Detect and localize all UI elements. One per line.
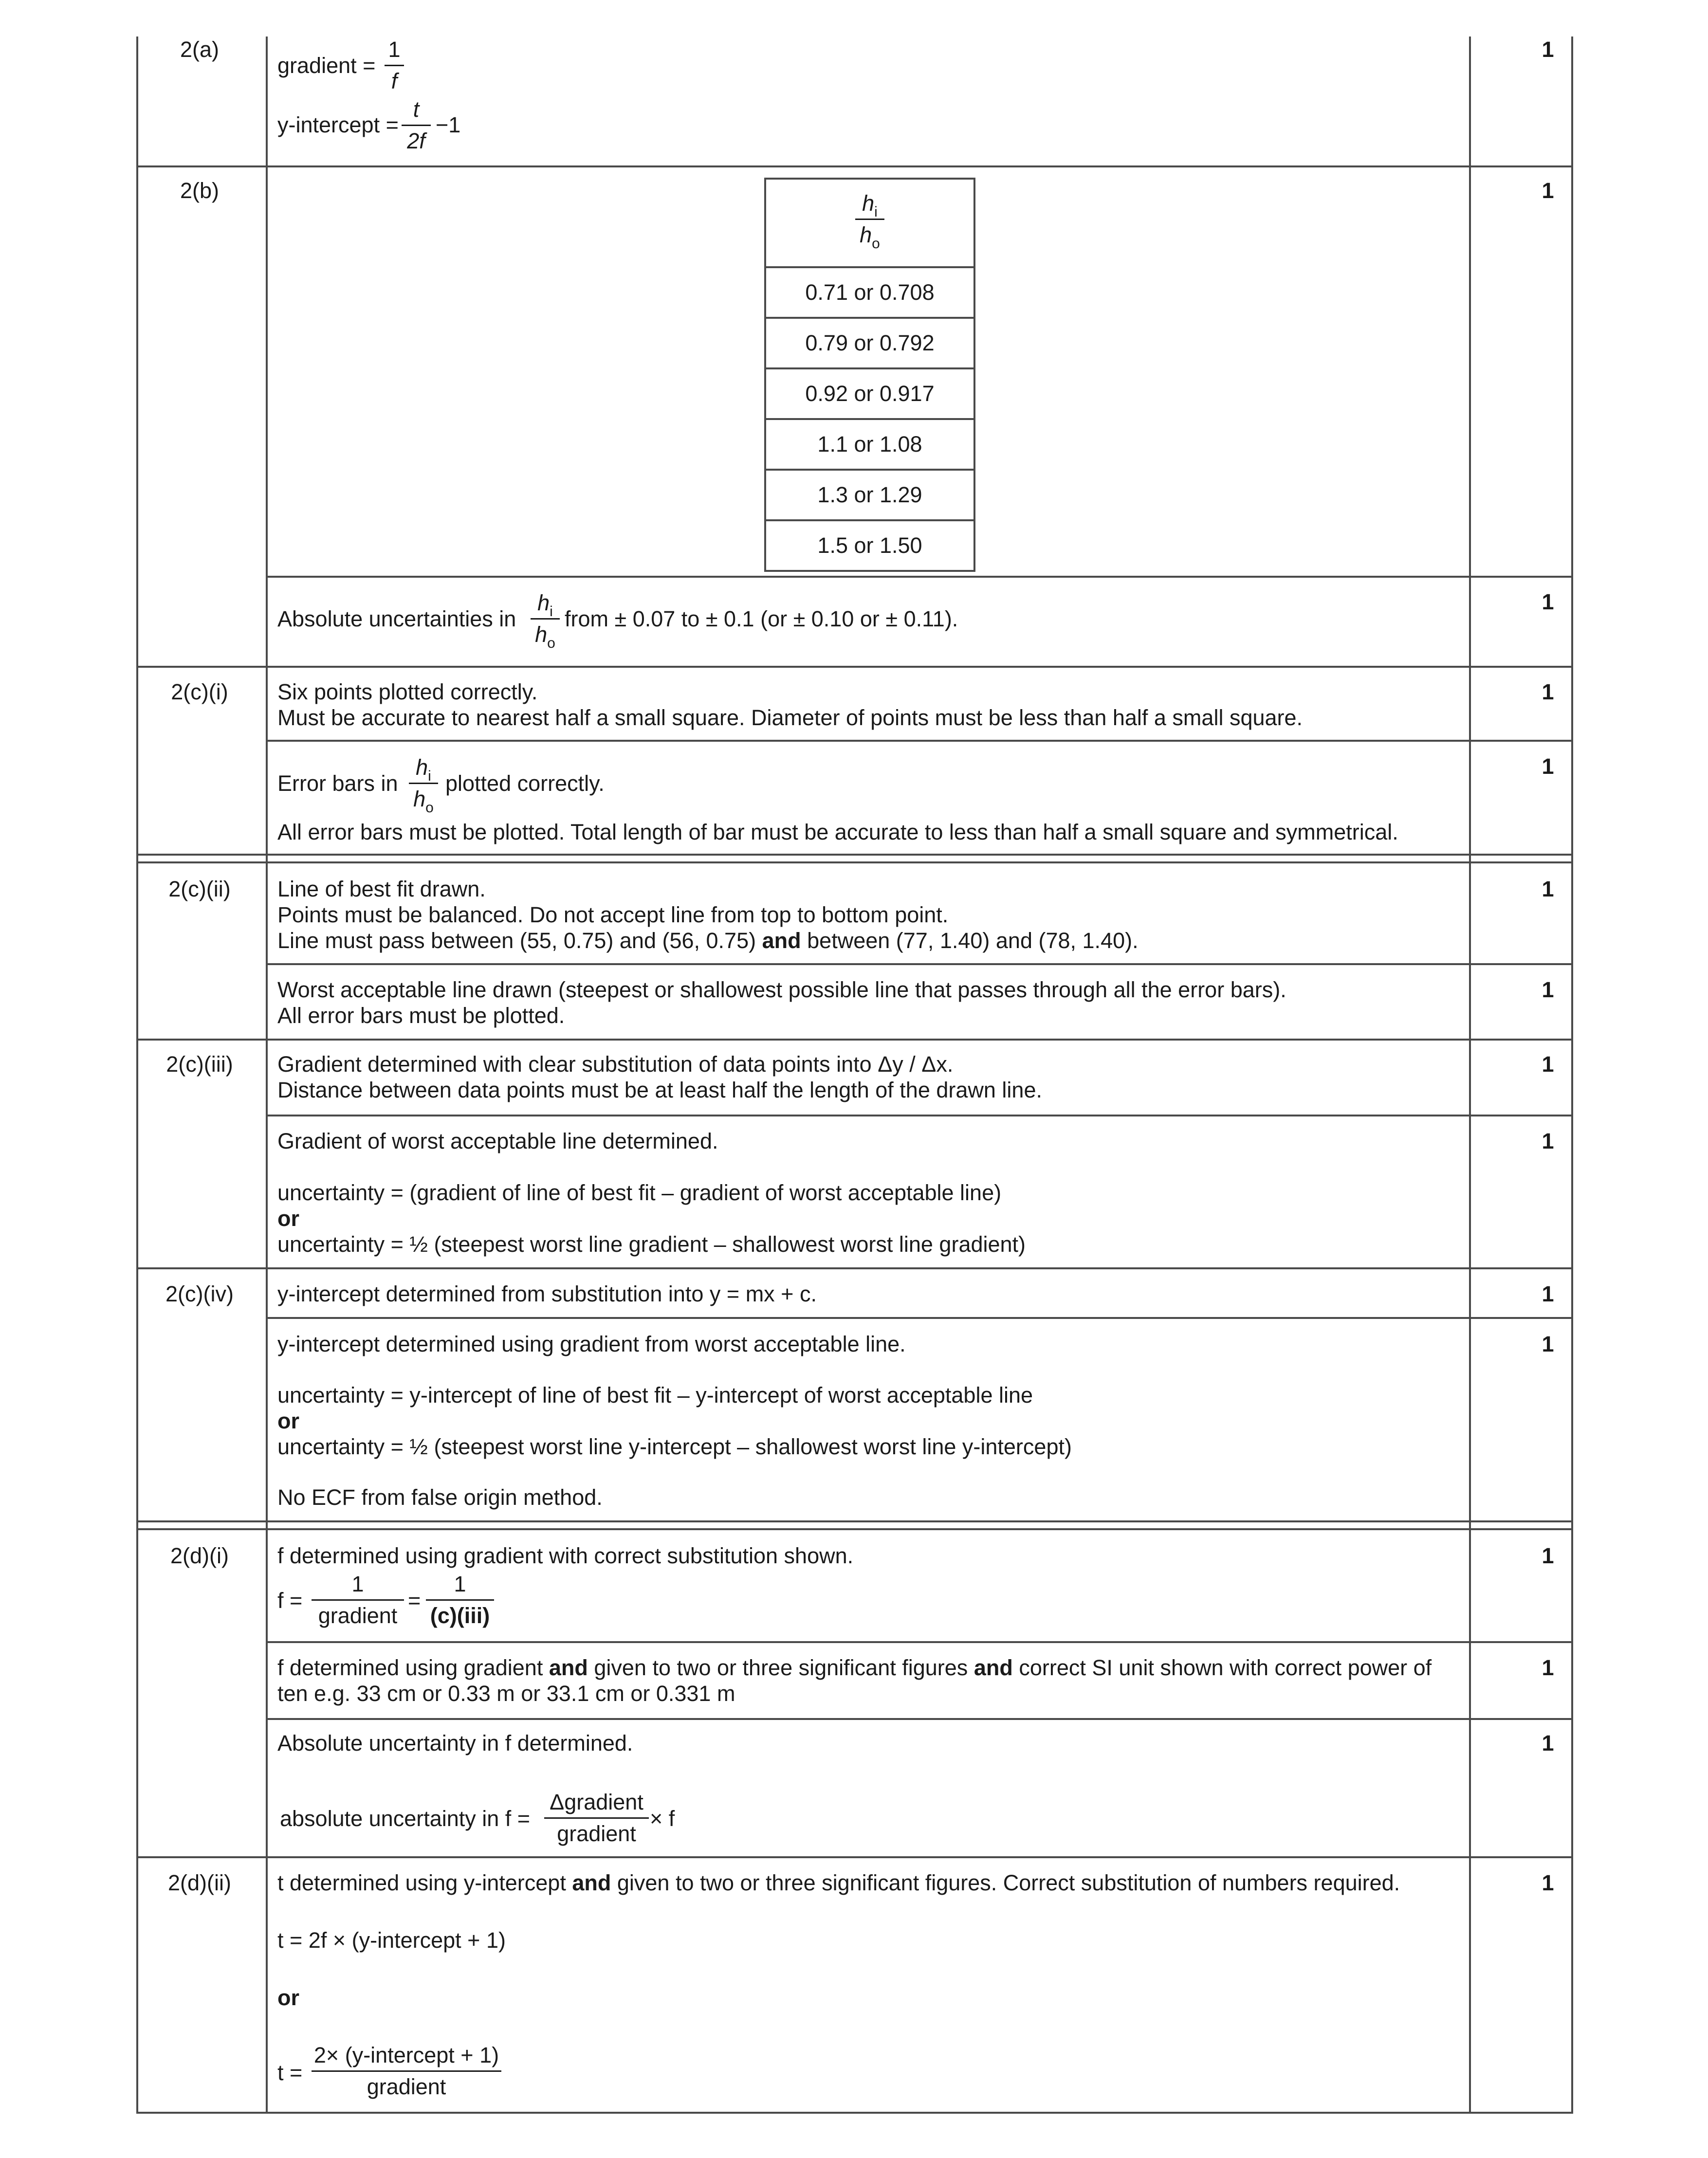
subrow-divider — [266, 963, 1573, 965]
fraction-denominator: h — [535, 622, 548, 647]
subrow-divider — [266, 1718, 1573, 1720]
f-fraction-1 — [312, 1571, 404, 1629]
fraction-denominator: (c)(iii) — [430, 1603, 490, 1628]
y-intercept-fraction — [402, 96, 431, 154]
f-equation-lhs: f = — [277, 1588, 303, 1613]
mark: 1 — [1542, 1731, 1554, 1756]
abs-uncertainty-text-pre: Absolute uncertainties in — [277, 606, 516, 631]
row-divider-double-top — [136, 1520, 1573, 1522]
question-number: 2(a) — [180, 37, 220, 62]
text-line: Gradient of worst acceptable line determined. — [277, 1129, 718, 1153]
subrow-divider — [266, 1641, 1573, 1643]
question-number: 2(c)(ii) — [168, 877, 231, 901]
gradient-fraction — [385, 37, 404, 94]
fraction-bar — [426, 1599, 494, 1601]
ratio-fraction-inline — [531, 590, 560, 651]
fraction-bar — [544, 1817, 649, 1819]
table-row: 1.3 or 1.29 — [766, 469, 973, 519]
mark: 1 — [1542, 37, 1554, 62]
text-line: f determined using gradient with correct substitution shown. — [277, 1543, 854, 1568]
text-line: y-intercept determined from substitution into y = mx + c. — [277, 1281, 817, 1306]
or-label: or — [277, 1206, 299, 1231]
mark: 1 — [1542, 589, 1554, 614]
fraction-numerator: 1 — [351, 1572, 364, 1596]
subscript: o — [425, 800, 434, 816]
ratio-table — [764, 178, 975, 572]
qnum-column-divider — [266, 37, 268, 2114]
equals-sign: = — [408, 1588, 421, 1613]
mark: 1 — [1542, 1870, 1554, 1895]
mark: 1 — [1542, 178, 1554, 203]
fraction-denominator: h — [413, 786, 426, 811]
or-label: or — [277, 1408, 299, 1433]
question-number: 2(b) — [180, 178, 220, 203]
equation-line: t = 2f × (y-intercept + 1) — [277, 1928, 506, 1953]
text-line: uncertainty = (gradient of line of best fit – gradient of worst acceptable line) — [277, 1180, 1002, 1205]
fraction-bar — [402, 125, 431, 126]
mark: 1 — [1542, 679, 1554, 704]
marks-column-divider — [1469, 37, 1471, 2114]
table-right-border — [1571, 37, 1573, 2114]
fraction-bar — [312, 2070, 501, 2072]
text-line: All error bars must be plotted. Total length of bar must be accurate to less than half a small square and symmetrical. — [277, 820, 1398, 844]
f-fraction-2 — [426, 1571, 494, 1629]
fraction-bar — [409, 783, 438, 784]
text-line: Absolute uncertainty in f determined. — [277, 1731, 633, 1756]
text-line: y-intercept determined using gradient from worst acceptable line. — [277, 1332, 906, 1356]
subscript: i — [550, 604, 553, 620]
mark: 1 — [1542, 877, 1554, 901]
fraction-denominator: gradient — [557, 1821, 636, 1846]
or-label: or — [277, 1985, 299, 2010]
row-divider-double-bottom — [136, 1528, 1573, 1530]
text-line: Line of best fit drawn. — [277, 877, 486, 901]
question-number: 2(d)(i) — [170, 1543, 229, 1568]
question-number: 2(d)(ii) — [168, 1870, 231, 1895]
question-number: 2(c)(i) — [171, 679, 228, 704]
subrow-divider — [266, 1115, 1573, 1116]
text-line: Gradient determined with clear substitution of data points into Δy / Δx. — [277, 1052, 954, 1077]
fraction-denominator: 2f — [407, 128, 425, 153]
row-divider — [136, 1267, 1573, 1269]
question-number: 2(c)(iv) — [165, 1281, 234, 1306]
row-divider-double-top — [136, 854, 1573, 856]
table-row: 1.5 or 1.50 — [766, 519, 973, 570]
mark: 1 — [1542, 1332, 1554, 1356]
text-line: f determined using gradient and given to two or three significant figures and correct SI unit shown with correct power of — [277, 1655, 1432, 1680]
y-intercept-tail: −1 — [436, 112, 461, 137]
fraction-numerator: h — [416, 755, 428, 780]
ratio-table-header — [766, 180, 973, 266]
text-line: uncertainty = ½ (steepest worst line gradient – shallowest worst line gradient) — [277, 1232, 1026, 1257]
text-line: All error bars must be plotted. — [277, 1003, 565, 1028]
text-line: uncertainty = ½ (steepest worst line y-intercept – shallowest worst line y-intercept) — [277, 1434, 1072, 1459]
mark: 1 — [1542, 1655, 1554, 1680]
mark: 1 — [1542, 754, 1554, 779]
subrow-divider — [266, 1317, 1573, 1319]
error-bars-text-pre: Error bars in — [277, 771, 398, 796]
fraction-denominator: f — [391, 69, 398, 93]
text-line: Must be accurate to nearest half a small square. Diameter of points must be less than half a small square. — [277, 705, 1303, 730]
subrow-divider — [266, 576, 1573, 578]
abs-uncertainty-text-post: from ± 0.07 to ± 0.1 (or ± 0.10 or ± 0.11). — [565, 606, 958, 631]
equation-lhs: t = — [277, 2060, 303, 2085]
abs-uncertainty-tail: × f — [650, 1806, 675, 1831]
error-bars-text-post: plotted correctly. — [445, 771, 605, 796]
subscript: o — [872, 236, 880, 252]
fraction-bar — [531, 618, 560, 620]
fraction-denominator: gradient — [318, 1603, 398, 1628]
table-row: 1.1 or 1.08 — [766, 418, 973, 469]
table-row: 0.92 or 0.917 — [766, 367, 973, 418]
mark: 1 — [1542, 1129, 1554, 1153]
row-divider-double-bottom — [136, 861, 1573, 863]
subscript: i — [874, 204, 878, 220]
gradient-label: gradient = — [277, 53, 376, 78]
row-divider — [136, 165, 1573, 167]
fraction-numerator: 2× (y-intercept + 1) — [313, 2043, 499, 2067]
fraction-numerator: Δgradient — [550, 1790, 643, 1814]
text-line: Points must be balanced. Do not accept line from top to bottom point. — [277, 902, 949, 927]
text-line: Six points plotted correctly. — [277, 679, 538, 704]
mark: 1 — [1542, 977, 1554, 1002]
row-divider — [136, 666, 1573, 668]
ratio-fraction — [855, 190, 884, 252]
fraction-bar — [855, 219, 884, 220]
subscript: o — [547, 635, 555, 651]
fraction-denominator: h — [860, 222, 872, 247]
fraction-denominator: gradient — [367, 2074, 446, 2099]
abs-uncertainty-fraction — [544, 1789, 649, 1847]
text-line: Line must pass between (55, 0.75) and (56, 0.75) and between (77, 1.40) and (78, 1.40). — [277, 928, 1139, 953]
subrow-divider — [266, 740, 1573, 742]
t-fraction — [312, 2042, 501, 2100]
mark: 1 — [1542, 1052, 1554, 1077]
row-divider — [136, 1039, 1573, 1041]
fraction-numerator: h — [537, 590, 550, 615]
fraction-numerator: t — [413, 97, 420, 122]
text-line: t determined using y-intercept and given to two or three significant figures. Correct substitution of numbers required. — [277, 1870, 1400, 1895]
ratio-fraction-inline — [409, 754, 438, 816]
row-divider — [136, 1856, 1573, 1858]
subscript: i — [428, 768, 431, 784]
mark: 1 — [1542, 1281, 1554, 1306]
fraction-bar — [385, 65, 404, 66]
fraction-numerator: h — [862, 191, 875, 216]
abs-uncertainty-label: absolute uncertainty in f = — [280, 1806, 531, 1831]
text-line: Worst acceptable line drawn (steepest or shallowest possible line that passes through all the error bars). — [277, 977, 1286, 1002]
fraction-numerator: 1 — [454, 1572, 466, 1596]
question-number: 2(c)(iii) — [166, 1052, 233, 1077]
table-bottom-border — [136, 2112, 1573, 2114]
y-intercept-label: y-intercept = — [277, 112, 399, 137]
text-line: uncertainty = y-intercept of line of best fit – y-intercept of worst acceptable line — [277, 1383, 1033, 1408]
fraction-bar — [312, 1599, 404, 1601]
mark: 1 — [1542, 1543, 1554, 1568]
table-row: 0.79 or 0.792 — [766, 317, 973, 367]
text-line: Distance between data points must be at least half the length of the drawn line. — [277, 1078, 1042, 1102]
text-line: No ECF from false origin method. — [277, 1485, 603, 1510]
fraction-numerator: 1 — [388, 37, 401, 62]
text-line: ten e.g. 33 cm or 0.33 m or 33.1 cm or 0.331 m — [277, 1681, 735, 1706]
table-row: 0.71 or 0.708 — [766, 266, 973, 317]
